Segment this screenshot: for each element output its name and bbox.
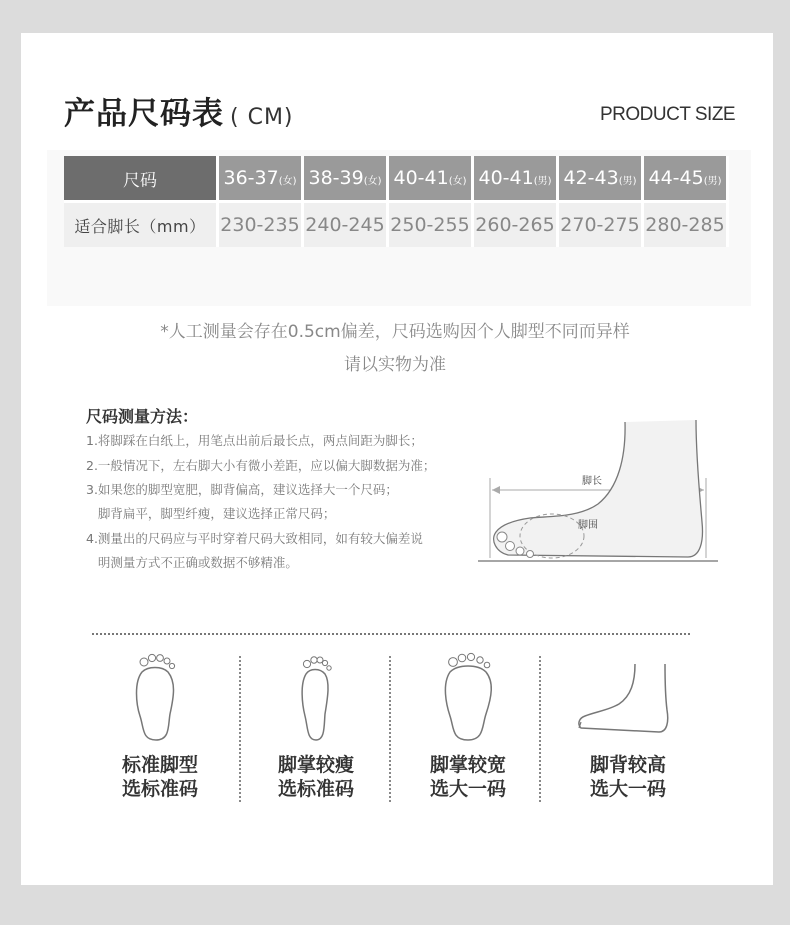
size-cell: 44-45(男) [644, 156, 729, 200]
length-cell: 250-255 [389, 200, 474, 247]
foot-length-label: 脚长 [582, 476, 602, 487]
dotted-separator [239, 656, 241, 802]
dotted-separator [539, 656, 541, 802]
unit-label: ( CM) [230, 105, 294, 130]
method-line: 3.如果您的脚型宽肥，脚背偏高，建议选择大一个尺码； [86, 482, 398, 497]
page-title-en: PRODUCT SIZE [600, 104, 736, 125]
method-line: 4.测量出的尺码应与平时穿着尺码大致相同，如有较大偏差说 [86, 531, 423, 546]
method-line: 明测量方式不正确或数据不够精准。 [86, 555, 298, 570]
deviation-note-2: 请以实物为准 [344, 355, 446, 375]
length-row-label: 适合脚长（mm） [64, 200, 219, 247]
page-title: 产品尺码表 ( CM) [64, 96, 294, 132]
length-cell: 240-245 [304, 200, 389, 247]
size-table [64, 156, 729, 247]
dotted-separator [389, 656, 391, 802]
length-cell: 230-235 [219, 200, 304, 247]
method-title: 尺码测量方法： [86, 407, 199, 426]
method-line: 脚背扁平，脚型纤瘦，建议选择正常尺码； [86, 506, 336, 521]
foot-measure-diagram [478, 418, 722, 568]
size-cell: 42-43(男) [559, 156, 644, 200]
size-row-label: 尺码 [64, 156, 219, 200]
foot-girth-label: 脚围 [578, 520, 598, 531]
foot-type-caption: 脚掌较瘦 选标准码 [277, 754, 354, 800]
wide-foot-icon [440, 652, 500, 744]
foot-type-caption: 标准脚型 选标准码 [121, 754, 198, 800]
method-line: 2.一般情况下，左右脚大小有微小差距，应以偏大脚数据为准； [86, 458, 436, 473]
thin-foot-icon [288, 652, 344, 744]
length-cell: 270-275 [559, 200, 644, 247]
size-cell: 40-41(男) [474, 156, 559, 200]
length-cell: 260-265 [474, 200, 559, 247]
high-instep-foot-icon [575, 662, 671, 740]
dotted-divider [92, 633, 690, 635]
size-cell: 38-39(女) [304, 156, 389, 200]
length-row [64, 200, 729, 247]
foot-type-caption: 脚掌较宽 选大一码 [429, 754, 506, 800]
standard-foot-icon [128, 652, 184, 744]
deviation-note: *人工测量会存在0.5cm偏差，尺码选购因个人脚型不同而异样 [160, 322, 630, 342]
method-line: 1.将脚踩在白纸上，用笔点出前后最长点，两点间距为脚长； [86, 433, 423, 448]
foot-type-caption: 脚背较高 选大一码 [589, 754, 666, 800]
size-row [64, 156, 729, 200]
size-cell: 36-37(女) [219, 156, 304, 200]
length-cell: 280-285 [644, 200, 729, 247]
size-cell: 40-41(女) [389, 156, 474, 200]
